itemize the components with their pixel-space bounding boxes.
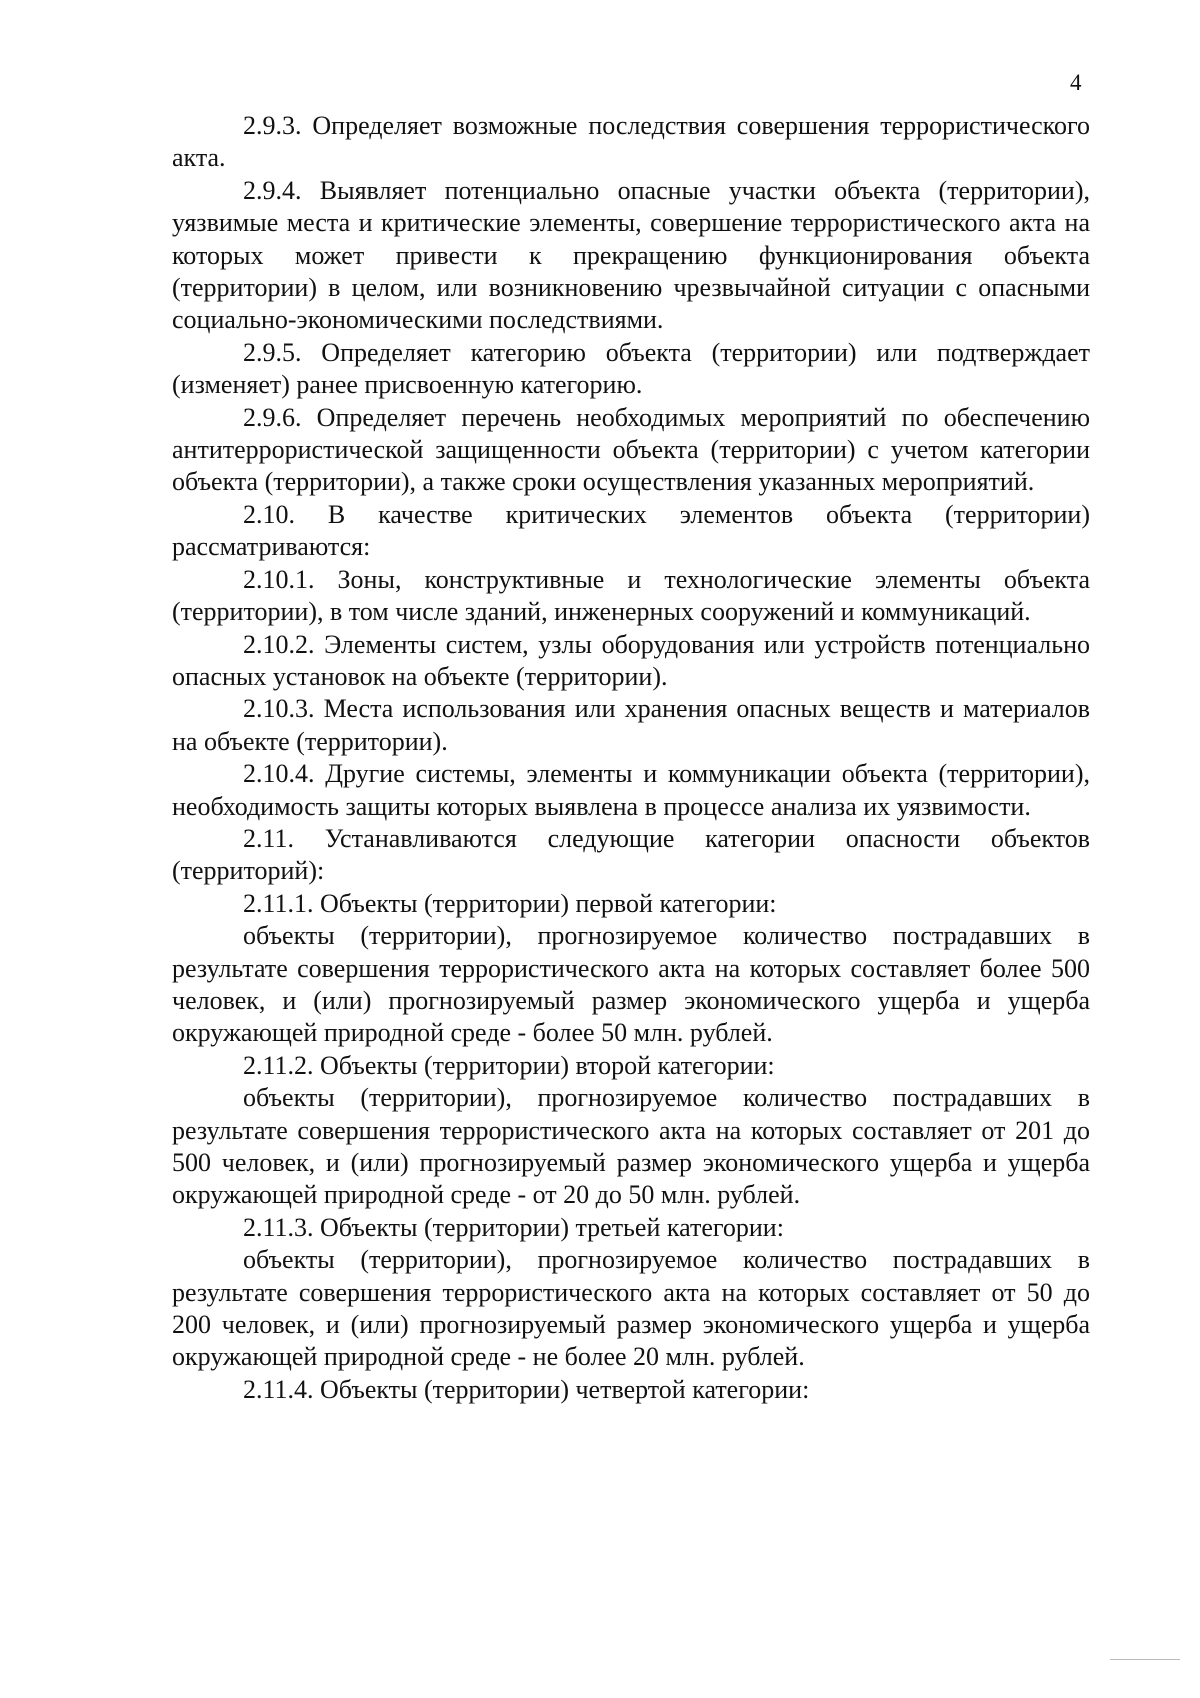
paragraph-2-11-2: 2.11.2. Объекты (территории) второй категории: [243, 1050, 775, 1080]
paragraph-2-10-1: 2.10.1. Зоны, конструктивные и технологические элементы объекта (территории), в том числе зданий, инженерных сооружений и коммуникаций. [172, 564, 1090, 627]
paragraph-2-11: 2.11. Устанавливаются следующие категории опасности объектов (территорий): [172, 823, 1090, 886]
paragraph-2-9-5: 2.9.5. Определяет категорию объекта (территории) или подтверждает (изменяет) ранее присвоенную категорию. [172, 337, 1090, 400]
paragraph-2-10-3: 2.10.3. Места использования или хранения опасных веществ и материалов на объекте (территории). [172, 694, 1090, 756]
paragraph-2-10-2: 2.10.2. Элементы систем, узлы оборудования или устройств потенциально опасных установок на объекте (территории). [172, 629, 1090, 691]
paragraph-2-9-6: 2.9.6. Определяет перечень необходимых мероприятий по обеспечению антитеррористической защищенности объекта (территории) с учетом категории объекта (территории), а также сроки осуществления указанных мероприятий. [172, 402, 1090, 497]
paragraph-2-11-3: 2.11.3. Объекты (территории) третьей категории: [243, 1212, 784, 1242]
paragraph-2-9-4: 2.9.4. Выявляет потенциально опасные участки объекта (территории), уязвимые места и критические элементы, совершение террористического акта на которых может привести к прекращению функционирования объекта (территории) в целом, или возникновению чрезвычайной ситуации с опасными социально-экономическими последствиями. [172, 175, 1090, 335]
document-body [172, 110, 1090, 1406]
paragraph-2-11-4: 2.11.4. Объекты (территории) четвертой категории: [243, 1374, 810, 1404]
scan-artifact-line [1110, 1659, 1180, 1660]
paragraph-category-1-definition: объекты (территории), прогнозируемое количество пострадавших в результате совершения террористического акта на которых составляет более 500 человек, и (или) прогнозируемый размер экономического ущерба и ущерба окружающей природной среде - более 50 млн. рублей. [172, 921, 1090, 1048]
paragraph-2-9-3: 2.9.3. Определяет возможные последствия совершения террористического акта. [172, 111, 1090, 173]
paragraph-category-2-definition: объекты (территории), прогнозируемое количество пострадавших в результате совершения террористического акта на которых составляет от 201 до 500 человек, и (или) прогнозируемый размер экономического ущерба и ущерба окружающей природной среде - от 20 до 50 млн. рублей. [172, 1083, 1090, 1210]
paragraph-2-10-4: 2.10.4. Другие системы, элементы и коммуникации объекта (территории), необходимость защиты которых выявлена в процессе анализа их уязвимости. [172, 759, 1090, 821]
page-number: 4 [1070, 70, 1082, 95]
paragraph-2-10: 2.10. В качестве критических элементов объекта (территории) рассматриваются: [172, 499, 1090, 562]
paragraph-2-11-1: 2.11.1. Объекты (территории) первой категории: [243, 888, 777, 918]
paragraph-category-3-definition: объекты (территории), прогнозируемое количество пострадавших в результате совершения террористического акта на которых составляет от 50 до 200 человек, и (или) прогнозируемый размер экономического ущерба и ущерба окружающей природной среде - не более 20 млн. рублей. [172, 1245, 1090, 1372]
